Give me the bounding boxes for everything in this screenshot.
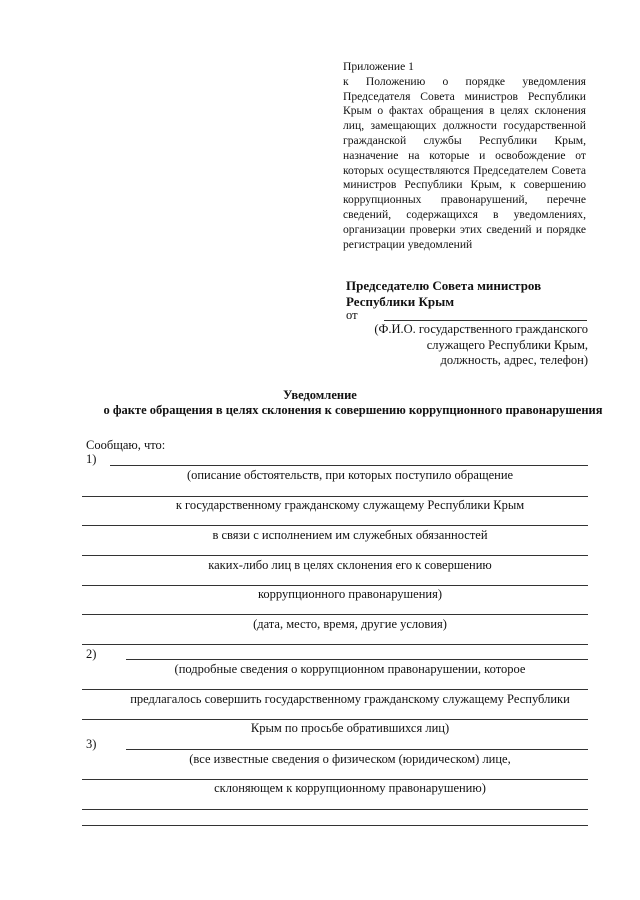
section-1-caption-4: каких-либо лиц в целях склонения его к совершению: [208, 558, 492, 572]
section-3-caption-1: (все известные сведения о физическом (юридическом) лице,: [189, 752, 511, 766]
fill-line: [82, 585, 588, 586]
section-3-number: 3): [86, 737, 97, 751]
section-2-number: 2): [86, 647, 97, 661]
from-caption-line-1: (Ф.И.О. государственного гражданского: [374, 322, 588, 336]
from-caption-line-2: служащего Республики Крым,: [426, 337, 588, 352]
from-label: от: [346, 308, 358, 322]
section-2-caption-1: (подробные сведения о коррупционном правонарушении, которое: [174, 662, 526, 676]
appendix-title: Приложение 1: [343, 60, 414, 73]
addressee-line-1: Председателю Совета министров: [346, 278, 542, 293]
fill-line: [82, 614, 588, 615]
fill-line: [82, 809, 588, 810]
addressee-line-2: Республики Крым: [346, 294, 455, 309]
fill-line: [82, 496, 588, 497]
fill-line: [82, 644, 588, 645]
section-1-caption-6: (дата, место, время, другие условия): [253, 617, 447, 631]
from-fill-line: [384, 320, 587, 321]
fill-line: [82, 825, 588, 826]
fill-line: [82, 555, 588, 556]
fill-line: [110, 465, 588, 466]
addressee-block: [346, 278, 586, 310]
section-2-caption-3: Крым по просьбе обратившихся лиц): [250, 721, 450, 735]
appendix-body: к Положению о порядке уведомления Председателя Совета министров Республики Крым о фактах обращения в целях склонения лиц, замещающих должности государственной гражданской службы Республики Крым, назначение на которые и освобождение от которых осуществляются Председателем Совета министров Республики Крым, к совершению коррупционных правонарушений, перечне сведений, содержащихся в уведомлениях, организации проверки этих сведений и порядке регистрации уведомлений: [343, 74, 586, 251]
from-caption: [352, 322, 588, 369]
fill-line: [82, 779, 588, 780]
fill-line: [82, 525, 588, 526]
section-3-caption-2: склоняющем к коррупционному правонарушению): [214, 781, 486, 795]
section-1-number: 1): [86, 452, 97, 466]
notice-subtitle: о факте обращения в целях склонения к совершению коррупционного правонарушения: [103, 403, 603, 417]
fill-line: [126, 659, 588, 660]
section-2-caption-2: предлагалось совершить государственному гражданскому служащему Республики: [130, 692, 570, 706]
fill-line: [82, 719, 588, 720]
section-1-caption-5: коррупционного правонарушения): [257, 587, 442, 601]
appendix-block: [343, 60, 586, 252]
section-1-caption-2: к государственному гражданскому служащему Республики Крым: [175, 498, 525, 512]
section-1-caption-1: (описание обстоятельств, при которых поступило обращение: [186, 468, 514, 482]
section-1-caption-3: в связи с исполнением им служебных обязанностей: [212, 528, 488, 542]
fill-line: [82, 689, 588, 690]
notice-title: Уведомление: [283, 388, 357, 402]
fill-line: [126, 749, 588, 750]
from-caption-line-3: должность, адрес, телефон): [440, 353, 588, 367]
intro-text: Сообщаю, что:: [86, 438, 166, 452]
